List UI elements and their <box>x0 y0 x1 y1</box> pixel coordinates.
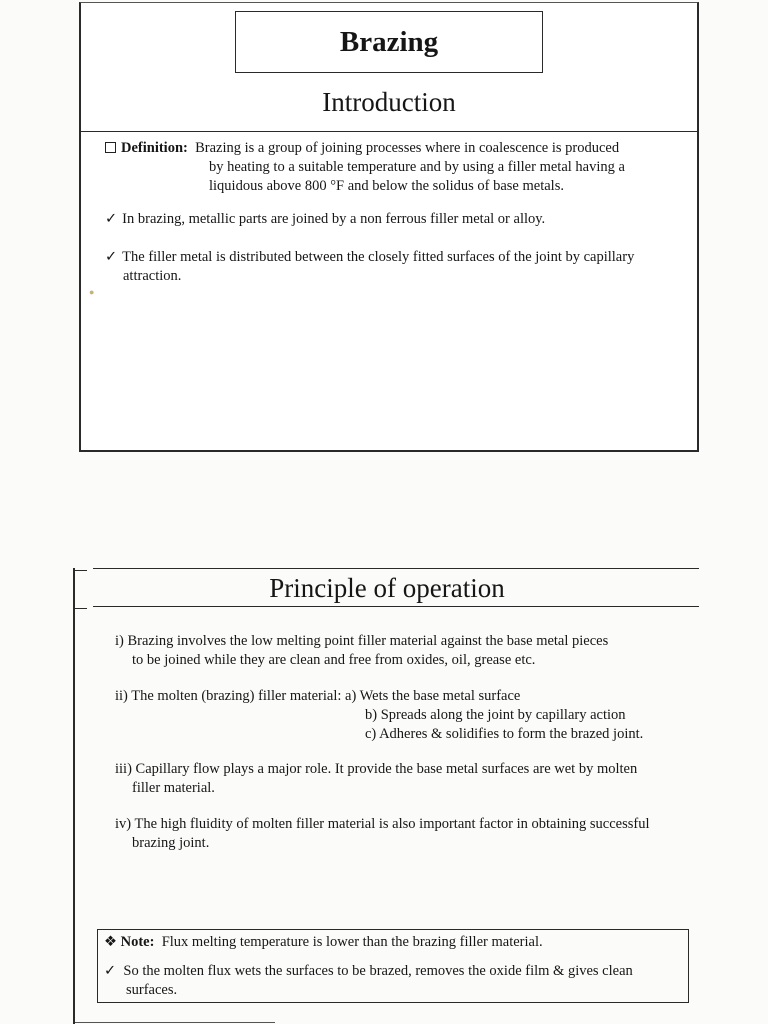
item-text: iii) Capillary flow plays a major role. It provide the base metal surfaces are wet by molten <box>115 761 638 777</box>
item-text: i) Brazing involves the low melting point filler material against the base metal pieces <box>115 633 609 649</box>
title-rule <box>93 606 699 607</box>
slide-title: Brazing <box>339 25 439 58</box>
bottom-rule <box>75 1022 275 1023</box>
divider <box>81 131 697 132</box>
item-sub-c: c) Adheres & solidifies to form the brazed joint. <box>365 726 644 742</box>
check-icon: ✓ <box>105 249 118 265</box>
slide-title-box <box>235 11 543 73</box>
section-title-introduction: Introduction <box>322 87 456 117</box>
note-label: Note: <box>120 934 155 950</box>
side-tick <box>75 608 87 609</box>
check-icon: ✓ <box>105 211 118 227</box>
item-text-cont: brazing joint. <box>132 835 210 851</box>
note-box <box>97 929 689 1003</box>
diamond-bullet-icon: ❖ <box>104 934 117 950</box>
square-bullet-icon <box>105 142 116 153</box>
item-text: iv) The high fluidity of molten filler material is also important factor in obtaining successful <box>115 816 650 832</box>
item-text-cont: filler material. <box>132 780 215 796</box>
point-item <box>105 248 675 286</box>
stain-mark: ● <box>89 287 95 297</box>
principle-item-ii <box>115 687 695 744</box>
principle-item-iv <box>115 815 695 853</box>
top-rule <box>93 568 699 569</box>
item-text-cont: to be joined while they are clean and free from oxides, oil, grease etc. <box>132 652 536 668</box>
point-text: The filler metal is distributed between the closely fitted surfaces of the joint by capillary <box>122 249 635 265</box>
note-line <box>104 933 682 952</box>
item-sub-b: b) Spreads along the joint by capillary action <box>365 707 626 723</box>
principle-item-iii <box>115 760 695 798</box>
note-point-text-cont: surfaces. <box>126 982 178 998</box>
note-point <box>104 962 682 1000</box>
definition-block <box>105 139 675 196</box>
definition-label: Definition: <box>121 140 188 156</box>
slide-introduction <box>79 2 699 452</box>
point-item <box>105 210 675 229</box>
corner-tick <box>75 570 87 571</box>
point-text-cont: attraction. <box>123 268 182 284</box>
note-point-text: So the molten flux wets the surfaces to be brazed, removes the oxide film & gives clean <box>123 963 633 979</box>
check-icon: ✓ <box>104 963 117 979</box>
principle-item-i <box>115 632 695 670</box>
definition-line-1: Brazing is a group of joining processes where in coalescence is produced <box>195 140 620 156</box>
section-title-principle: Principle of operation <box>269 573 505 603</box>
definition-line-2: by heating to a suitable temperature and by using a filler metal having a <box>209 159 625 175</box>
slide-principle <box>73 568 699 1024</box>
point-text: In brazing, metallic parts are joined by a non ferrous filler metal or alloy. <box>122 211 546 227</box>
definition-line-3: liquidous above 800 °F and below the solidus of base metals. <box>209 178 564 194</box>
note-text: Flux melting temperature is lower than the brazing filler material. <box>161 934 543 950</box>
item-text: ii) The molten (brazing) filler material: a) Wets the base metal surface <box>115 688 521 704</box>
